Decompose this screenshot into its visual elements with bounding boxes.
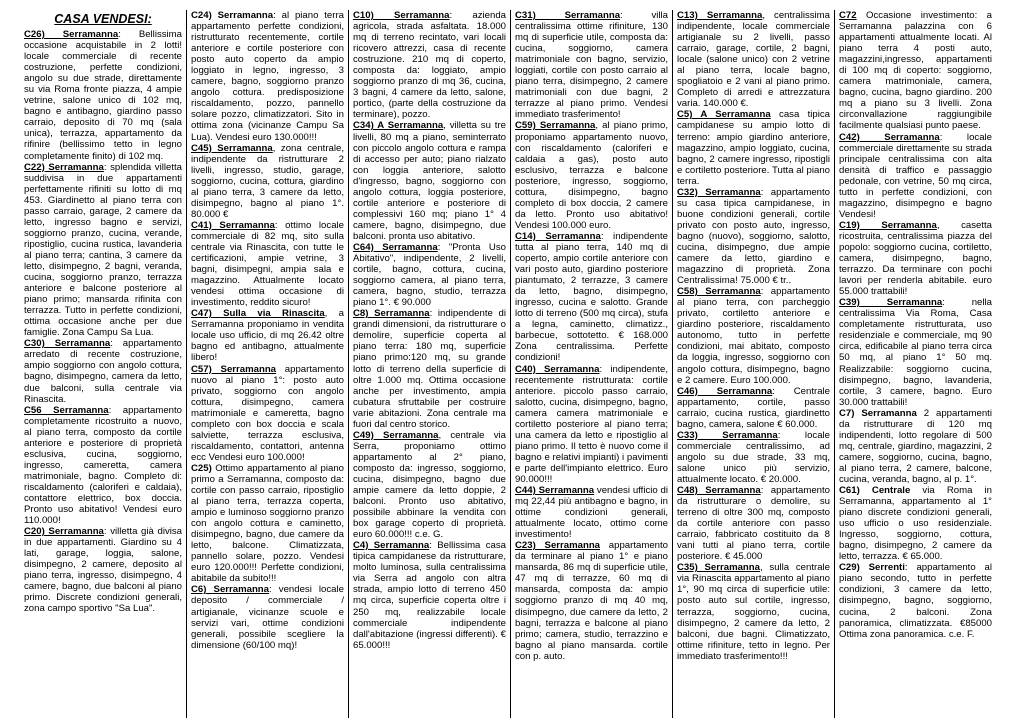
ads-list bbox=[24, 29, 182, 614]
listing-code: C58) Serramanna bbox=[677, 286, 761, 298]
listing-text: Ottimo appartamento al piano primo a Serramanna, composto da: cortile con passo carraio, ripostiglio al piano terra, terrazza coperta, ampio e luminoso soggiorno pranzo con angolo cottura e caminetto, disimpegno, bagno, due camere da letto, balcone. Climatizzata, pannello solare, pozzo. Vendesi euro 120.000!!! Perfette condizioni, abitabile da subito!!! bbox=[191, 462, 344, 585]
listing-code: C30) Serramanna bbox=[24, 338, 111, 350]
listing-text: : indipendente di grandi dimensioni, da ristrutturare o demolire, superficie coperta al piano terra: 180 mq, superficie piano primo:120 mq, su grande lotto di terreno della superficie di oltre 1.000 mq. Ottima occasione anche per investimento, ampia cubatura sfruttabile per costruire varie abitazioni. Zona centrale ma fuori dal centro storico. bbox=[353, 308, 506, 430]
listing-text: : "Pronta Uso Abitativo", indipendente, 2 livelli, cortile, bagno, cottura, cucina, soggiorno camera, al piano terra, camera, bagno, studio, terrazza piano 1°. € 90.000 bbox=[353, 241, 506, 309]
listing-text: , al piano primo, proponiamo appartamento nuovo, con riscaldamento (caloriferi e caldaia a gas), posto auto esclusivo, terrazza e balcone posteriore, ingresso, soggiorno, cottura, disimpegno, bagno completo di box doccia, 2 camere da letto. Pronto uso abitativo! Vendesi 100.000 euro. bbox=[515, 120, 668, 231]
listing-text: : nella centralissima Via Roma, Casa completamente ristrutturata, uso residenziale e commerciale, mq 90 circa, edificabile al piano terra circa 50 mq, al piano 1° 50 mq. Realizzabile: soggiorno cucina, disimpegno, bagno, lavanderia, cortile, 3 camere, bagno. Euro 30.000 trattabili! bbox=[839, 297, 992, 408]
listing-code: C41) Serramanna bbox=[191, 219, 275, 231]
listing-item bbox=[191, 308, 344, 363]
listing-code: C48) Serramanna bbox=[677, 485, 761, 497]
listing-item bbox=[353, 242, 506, 308]
listing-code: C26) Serramanna bbox=[24, 29, 119, 40]
listing-code: C23) Serramanna bbox=[515, 540, 601, 552]
listing-code: C61) Centrale bbox=[839, 485, 911, 497]
listing-text: : locale commerciale centralissimo, ad angolo su due strade, 33 mq, salone unico più servizio, attualmente locato. € 20.000. bbox=[677, 429, 830, 485]
listing-code: C25) bbox=[191, 462, 212, 474]
listing-code: C44) Serramanna bbox=[515, 485, 595, 497]
listing-code: C10) Serramanna bbox=[353, 10, 450, 21]
listing-text: : splendida villetta suddivisa in due appartamenti perfettamente rifiniti su lotto di mq 453. Giardinetto al piano terra con passo carraio, garage, 2 camere da letto, ingresso bagno e servizi, soggiorno pranzo, cucina, verande, ripostiglio, cucina rustica, lavanderia al piano terra; cantina, 3 camere da letto, disimpegno, 2 bagni, veranda, cucina, soggiorno pranzo, terrazza anteriore e balcone posteriore al piano primo; mansarda rifinita con terrazza. Tutto in perfette condizioni, ottima occasione anche per due famiglie. Zona Campu Sa Lua. bbox=[24, 161, 182, 339]
listing-item bbox=[839, 562, 992, 639]
listing-item bbox=[515, 364, 668, 486]
listing-code: C57) Serramanna bbox=[191, 363, 277, 375]
listing-text: via Roma in Serramanna, appartamento al 1° piano discrete condizioni generali, uso ufficio o uso residenziale. Ingresso, soggiorno, cottura, bagno, disimpegno, 2 camere da letto, terrazza. € 65.000. bbox=[839, 485, 992, 563]
column-3 bbox=[348, 10, 510, 718]
listing-code: C13) Serramanna bbox=[677, 10, 763, 21]
listing-text: : al piano terra appartamento perfette condizioni, ristrutturato recentemente, cortile anteriore e cortile posteriore con posto auto coperto da ampio loggiato in legno, ingresso, 3 camere, bagno, soggiorno pranzo angolo cottura. predisposizione riscaldamento, pozzo, pannello solare pozzo, climatizzatori. Sito in ottima zona (vicinanze Campu Sa Lua). Vendesi euro 130.000!!! bbox=[191, 10, 344, 143]
listing-item bbox=[515, 485, 668, 540]
listing-code: C49) Serramanna bbox=[353, 429, 439, 441]
listing-text: : appartamento completamente ricostruito a nuovo, al piano terra, composto da cortile anteriore e posteriore di proprietà esclusiva, cucina, soggiorno, ingresso, cameretta, camera matrimoniale, bagno. Completo di: riscaldamento (caloriferi e caldaia), contattore elettrico, box doccia. Pronto uso abitativo! Vendesi euro 110.000! bbox=[24, 404, 182, 527]
listing-item bbox=[677, 286, 830, 385]
listing-text: : Bellissima casa tipica campidanese da ristrutturare, molto luminosa, sulla centralissima via Serra ad angolo con altra strada, ampio lotto di terreno 450 mq circa, superficie coperta oltre i 250 mq, realizzabile locale commerciale indipendente dall'abitazione (ingressi differenti). € 65.000!!! bbox=[353, 540, 506, 651]
listing-item bbox=[677, 10, 830, 109]
listing-code: C46) Serramanna bbox=[677, 385, 773, 397]
listing-item bbox=[191, 364, 344, 463]
listing-code: C35) Serramanna bbox=[677, 562, 760, 574]
listing-text: : appartamento da ristrutturare o demolire, su terreno di oltre 300 mq, composto da cortile anteriore con passo carraio, fabbricato costituito da 8 vani tutti al piano terra, cortile posteriore. € 45.000 bbox=[677, 485, 830, 563]
listing-item bbox=[24, 405, 182, 527]
listing-text: , a Serramanna proponiamo in vendita locale uso ufficio, di mq 26.42 oltre bagno ed antibagno, attualmente libero! bbox=[191, 308, 344, 364]
listing-text: : indipendente tutta al piano terra, 140 mq di coperto, ampio cortile anteriore con vari posto auto, giardino posteriore piantumato, 2 terrazze, 3 camere da letto, bagno, disimpegno, ingresso, cucina e salotto. Grande lotto di terreno (500 mq circa), stufa a legna, caminetto, climatizz., barbecue, sottotetto. € 168.000 Zona centralissima. Perfette condizioni! bbox=[515, 230, 669, 364]
listing-item bbox=[839, 10, 992, 132]
listing-item bbox=[515, 120, 668, 230]
listing-item bbox=[353, 430, 506, 540]
listing-item bbox=[353, 308, 506, 430]
column-6 bbox=[834, 10, 996, 718]
listing-code: C59) Serramanna bbox=[515, 120, 596, 132]
listing-text: vendesi ufficio di mq 22,44 più antibagno e bagno, in ottime condizioni generali, attualmente locato, ottimo come investimento! bbox=[515, 485, 669, 541]
listing-code: C22) Serramanna bbox=[24, 161, 104, 173]
listing-text: : ottimo locale commerciale di 82 mq, sito sulla centrale via Rinascita, con tutte le certificazioni, ampie vetrine, 3 bagni, disimpegni, ampia sala e magazzino. Attualmente locato vendesi ottima occasione di investimento, reddito sicuro! bbox=[191, 219, 344, 309]
listing-code: C56 Serramanna bbox=[24, 404, 109, 416]
listing-item bbox=[677, 386, 830, 430]
listing-item bbox=[677, 187, 830, 286]
listing-text: : Centrale appartamento, cortile, passo carraio, cucina rustica, giardinetto bagno, camera, salone € 60.000. bbox=[677, 385, 831, 430]
listing-text: : villetta già divisa in due appartamenti. Giardino su 4 lati, garage, loggia, salone, disimpegno, 2 camere, deposito al piano terra, ingresso, disimpegno, 4 camere, bagno, due balconi al piano primo. Discrete condizioni generali, zona campo sportivo "Sa Lua". bbox=[24, 526, 183, 615]
listing-item bbox=[839, 220, 992, 297]
listing-text: : appartamento al piano secondo, tutto in perfette condizioni, 3 camere da letto, disimpegno, bagno, soggiorno, cucina, 2 balconi. Zona panoramica, climatizzata. €85000 Ottima zona panoramica. c.e. F. bbox=[839, 562, 992, 640]
listing-code: C64) Serramanna bbox=[353, 241, 438, 253]
listing-text: : locale commerciale direttamente su strada principale centralissima con alta densità di traffico e passaggio pedonale, con vetrine, 50 mq circa, tutto in perfette condizioni, con magazzino, disimpegno e bagno Vendesi! bbox=[839, 131, 992, 220]
listing-item bbox=[191, 584, 344, 650]
listing-item bbox=[353, 540, 506, 650]
listing-item bbox=[191, 143, 344, 220]
listing-code: C5) A Serramanna bbox=[677, 109, 771, 121]
listing-code: C29) Serrenti bbox=[839, 562, 905, 574]
listing-item bbox=[677, 562, 830, 661]
listing-item bbox=[839, 132, 992, 220]
column-5 bbox=[672, 10, 834, 718]
listing-item bbox=[353, 10, 506, 120]
listing-item bbox=[677, 485, 830, 562]
listing-item bbox=[191, 463, 344, 585]
listing-text: , sulla centrale via Rinascita appartamento al piano 1°, 90 mq circa di superficie utile: posto auto sul cortile, ingresso, terrazza, soggiorno, cucina, disimpegno, 2 camere da letto, 2 balconi, due bagni. Climatizzato, ottime rifiniture, tetto in legno. Per immediato trasferimento!!! bbox=[677, 562, 831, 662]
ads-list bbox=[839, 10, 992, 640]
listing-code: C32) Serramanna bbox=[677, 186, 761, 198]
listing-item bbox=[839, 485, 992, 562]
listing-text: , centrale via Serra, proponiamo ottimo appartamento al 2° piano, composto da: ingresso, soggiorno, cucina, disimpegno, bagno due ampie camere da letto doppie, 2 balconi. Pronto uso abitativo, possibile abbinare la vendita con box garage coperto di proprietà. euro 60.000!!! c.e. G. bbox=[353, 429, 506, 541]
listing-text: casa tipica campidanese su ampio lotto di terreno: ampio giardino anteriore, magazzino, ampio loggiato, cucina, bagno, 2 camere ingresso, ripostigli e cortiletto posteriore. Tutta al piano terra. bbox=[677, 109, 830, 187]
listing-text: : villa centralissima ottime rifiniture, 130 mq di superficie utile, composta da: cucina, soggiorno, camera matrimoniale con bagno, servizio, loggiati, cortile con posto carraio al piano terra, disimpegno, 2 camere matrimoniali con due bagni, 2 terrazze al piano primo. Vendesi immediato trasferimento! bbox=[515, 10, 668, 121]
listing-code: C39) Serramanna bbox=[839, 297, 943, 309]
listing-text: : appartamento arredato di recente costruzione, ampio soggiorno con angolo cottura, bagno, disimpegno, camera da letto, due balconi, sulla centrale via Rinascita. bbox=[24, 338, 182, 405]
listing-text: appartamento nuovo al piano 1°: posto auto privato, soggiorno con angolo cottura, disimpegno, camera matrimoniale e cameretta, bagno completo con box doccia e scala salviette, terrazza esclusiva, riscaldamento, contattori, antenna ecc Vendesi euro 100.000! bbox=[191, 363, 345, 463]
listing-code: C6) Serramanna bbox=[191, 584, 270, 596]
listing-text: : azienda agricola, strada asfaltata. 18.000 mq di terreno recintato, vari locali ricovero attrezzi, casa di recente costruzione. 210 mq di coperto, composta da: loggiato, ampio soggiorno pranzo di mq 36, cucina, 3 bagni, 4 camere da letto, salone, portico, (parte della costruzione da terminare), pozzo. bbox=[353, 10, 507, 121]
column-1 bbox=[24, 10, 186, 718]
listing-text: : vendesi locale deposito / commerciale / artigianale, vicinanze scuole e servizi vari, ottime condizioni generali, possibile scegliere la dimensione (60/100 mq)! bbox=[191, 584, 344, 651]
listing-item bbox=[24, 162, 182, 339]
listing-code: C42) Serramanna bbox=[839, 131, 940, 143]
listing-item bbox=[677, 430, 830, 485]
listing-item bbox=[353, 120, 506, 242]
listing-code: C72 bbox=[839, 10, 857, 21]
listing-text: , zona centrale, indipendente da ristrutturare 2 livelli, ingresso, studio, garage, soggiorno, cucina, cottura, giardino al piano terra, 3 camere da letto, disimpegno, bagno al piano 1°. 80.000 € bbox=[191, 142, 344, 220]
ads-list bbox=[677, 10, 830, 662]
ads-list bbox=[515, 10, 668, 662]
listing-item bbox=[191, 10, 344, 143]
listing-text: , centralissima indipendente, locale commerciale artigianale su 2 livelli, passo carraio, garage, cortile, 2 bagni, locale (salone unico) con 2 vetrine al piano terra, locale bagno, spogliatoio e 2 vani al piano primo. Completo di arredi e attrezzatura varia. 140.000 €. bbox=[677, 10, 831, 110]
listing-text: Occasione investimento: a Serramanna palazzina con 6 appartamenti attualmente locati. Al piano terra 4 posti auto, magazzini,ingresso, appartamenti di 100 mq di coperto: soggiorno, camera matrimoniale, camera, bagno, cucina, bagno giardino. 200 mq a piano su 3 livelli. Zona circonvallazione raggiungibile facilmente qualsiasi punto paese. bbox=[839, 10, 992, 132]
listing-code: C31) Serramanna bbox=[515, 10, 621, 21]
listing-item bbox=[515, 231, 668, 364]
listing-code: C40) Serramanna bbox=[515, 363, 600, 375]
ads-list bbox=[353, 10, 506, 651]
listing-code: C19) Serramanna bbox=[839, 219, 937, 231]
listing-item bbox=[515, 10, 668, 120]
listing-code: C45) Serramanna bbox=[191, 142, 273, 154]
listing-text: , villetta su tre livelli, 80 mq a piano, seminterrato con piccolo angolo cottura e rampa di accesso per auto; piano rialzato con loggia anteriore, salotto d'ingresso, bagno, soggiorno con angolo cottura, loggia posteriore, cortile anteriore e posteriore di complessivi 160 mq; piano 1° 4 camere, bagno, disimpegno, due balconi. pronta uso abitativo. bbox=[353, 120, 506, 242]
listing-text: : indipendente, recentemente ristrutturata: cortile anteriore. piccolo passo carraio, salotto, cucina, disimpegno, bagno, camera camera matrimoniale e cortiletto posteriore al piano terra; una camera da letto e ripostiglio al piano primo. Il tetto è nuovo come il bagno e relativi impianti) i pavimenti e parte dell'impianto elettrico. Euro 90.000!!! bbox=[515, 363, 668, 485]
listing-item bbox=[839, 408, 992, 485]
sheet-title: CASA VENDESI: bbox=[54, 12, 152, 26]
listing-code: C34) A Serramanna bbox=[353, 120, 444, 132]
ads-list bbox=[191, 10, 344, 651]
column-2 bbox=[186, 10, 348, 718]
listing-code: C33) Serramanna bbox=[677, 429, 778, 441]
listing-code: C47) Sulla via Rinascita bbox=[191, 308, 325, 320]
listing-code: C8) Serramanna bbox=[353, 308, 430, 320]
listing-item bbox=[677, 109, 830, 186]
listing-text: 2 appartamenti da ristrutturare di 120 mq indipendenti, lotto regolare di 500 mq, centrale, giardino, magazzini, 2 camere, soggiorno, cucina, bagno, al piano terra, 2 camere, balcone, cucina, veranda, bagno, al p. 1°. bbox=[839, 407, 992, 485]
listing-item bbox=[515, 540, 668, 662]
listing-item bbox=[839, 297, 992, 407]
listing-code: C14) Serramanna bbox=[515, 230, 601, 242]
listing-item bbox=[24, 29, 182, 162]
listing-text: : appartamento al piano terra, con parcheggio privato, cortiletto anteriore e giardino posteriore, riscaldamento autonomo, tutto in perfette condizioni, mai abitato, composto da loggia, ingresso, soggiorno con angolo cottura, disimpegno, bagno e 2 camere. Euro 100.000. bbox=[677, 286, 830, 386]
listing-code: C24) Serramanna bbox=[191, 10, 274, 21]
listing-item bbox=[24, 338, 182, 404]
listing-text: : Bellissima occasione acquistabile in 2 lotti! locale commerciale di recente costruzione, perfette condizioni, angolo su due strade, direttamente su via Roma fronte piazza, 4 ampie vetrine, salone unico di 102 mq, bagno e antibagno, giardino passo carraio, deposito di 70 mq (sala unica), terrazza, appartamento da rifinire (bellissimo tetto in legno completamente finito) di 102 mq. bbox=[24, 29, 182, 162]
listing-item bbox=[24, 526, 182, 614]
listing-code: C4) Serramanna bbox=[353, 540, 430, 552]
column-4 bbox=[510, 10, 672, 718]
listing-code: C20) Serramanna bbox=[24, 526, 104, 538]
listing-text: appartamento da terminare al piano 1° e piano mansarda, 86 mq di superficie utile, 47 mq di terrazze, 60 mq di mansarda, composta da: ampio soggiorno pranzo di mq 40 mq, disimpegno, due camere da letto, 2 bagni, terrazza e balcone al piano primo; camera, studio, terrazzino e bagno al piano mansarda. cortile con p. auto. bbox=[515, 540, 669, 662]
listing-item bbox=[191, 220, 344, 308]
listing-text: : appartamento su casa tipica campidanese, in buone condizioni generali, cortile privato con posto auto, ingresso, bagno (nuovo), soggiorno, salotto, cucina, disimpegno, due ampie camere da letto, giardino e magazzino di proprietà. Zona Centralissima! 75.000 € tr.. bbox=[677, 186, 830, 287]
listing-text: , casetta ricostruita, centralissima piazza del popolo: soggiorno cucina, cortiletto, camera, disimpegno, bagno, terrazzo. Da terminare con pochi lavori per renderla abitabile. euro 55.000 trattabili! bbox=[839, 219, 992, 298]
listing-code: C7) Serramanna bbox=[839, 407, 917, 419]
